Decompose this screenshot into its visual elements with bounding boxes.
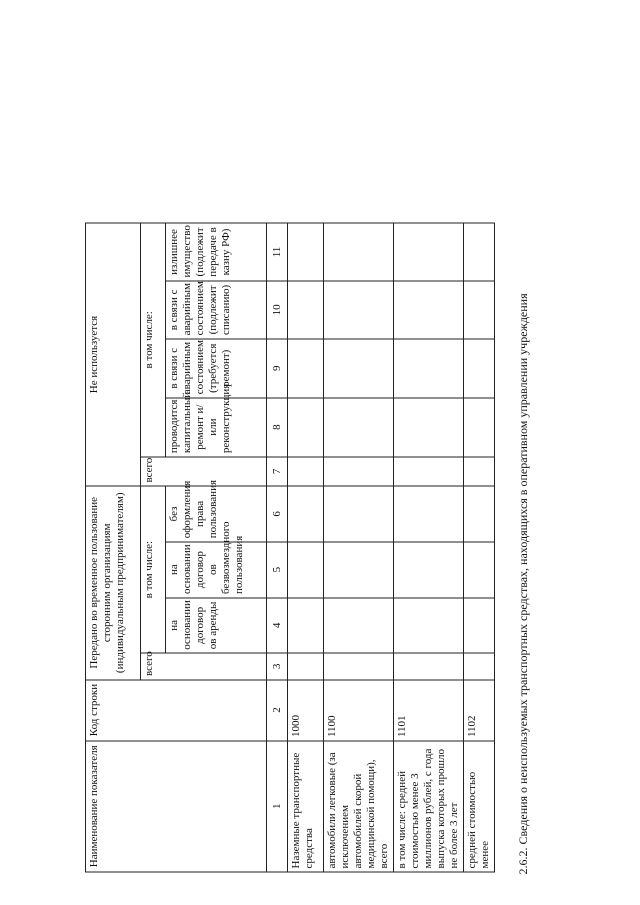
col-num: 5 bbox=[267, 542, 288, 598]
header-transferred-including: в том числе: bbox=[141, 486, 166, 653]
header-accident-writeoff: в связи с аварийным состоянием (подлежит списанию) bbox=[166, 281, 267, 339]
row-name: в том числе: средней стоимостью менее 3 миллионов рублей, с года выпуска которых прошло не более 3 лет bbox=[394, 741, 464, 872]
header-lease: на основании договор ов аренды bbox=[166, 598, 267, 654]
header-name: Наименование показателя bbox=[86, 741, 267, 872]
section-caption: 2.6.2. Сведения о неиспользуемых транспортных средствах, находящихся в оперативном управлении учреждения bbox=[516, 293, 530, 875]
header-transferred: Передано во временное пользование сторонним организациям (индивидуальным предпринимателям) bbox=[86, 486, 141, 680]
col-num: 7 bbox=[267, 457, 288, 486]
row-code: 1100 bbox=[324, 680, 394, 741]
col-num: 6 bbox=[267, 486, 288, 542]
header-not-used-total: всего bbox=[141, 457, 267, 486]
header-row-1 bbox=[86, 223, 141, 872]
row-code: 1102 bbox=[464, 680, 495, 741]
row-name: средней стоимостью менее bbox=[464, 741, 495, 872]
header-no-contract: без оформления права пользования bbox=[166, 486, 267, 542]
header-not-used: Не используется bbox=[86, 223, 141, 486]
col-num: 8 bbox=[267, 398, 288, 457]
header-free-use: на основании договор ов безвозмездного пользования bbox=[166, 542, 267, 598]
table-row bbox=[394, 223, 464, 872]
col-num: 1 bbox=[267, 741, 288, 872]
col-num: 3 bbox=[267, 653, 288, 679]
transport-table bbox=[85, 223, 495, 873]
table-row bbox=[288, 223, 324, 872]
column-numbers-row bbox=[267, 223, 288, 872]
col-num: 11 bbox=[267, 223, 288, 281]
col-num: 9 bbox=[267, 339, 288, 398]
row-code: 1000 bbox=[288, 680, 324, 741]
row-name: Наземные транспортные средства bbox=[288, 741, 324, 872]
row-name: автомобили легковые (за исключением автомобилей скорой медицинской помощи), всего bbox=[324, 741, 394, 872]
col-num: 10 bbox=[267, 281, 288, 339]
header-surplus: излишнее имущество (подлежит передаче в казну РФ) bbox=[166, 223, 267, 281]
header-code: Код строки bbox=[86, 680, 267, 741]
row-code: 1101 bbox=[394, 680, 464, 741]
header-transferred-total: всего bbox=[141, 653, 267, 679]
col-num: 2 bbox=[267, 680, 288, 741]
header-not-used-including: в том числе: bbox=[141, 223, 166, 457]
col-num: 4 bbox=[267, 598, 288, 654]
table-row bbox=[464, 223, 495, 872]
header-accident-repair: в связи с аварийным состоянием (требуется ремонт) bbox=[166, 339, 267, 398]
header-repair: проводится капитальный ремонт и/или реконструкция bbox=[166, 398, 267, 457]
table-row bbox=[324, 223, 394, 872]
